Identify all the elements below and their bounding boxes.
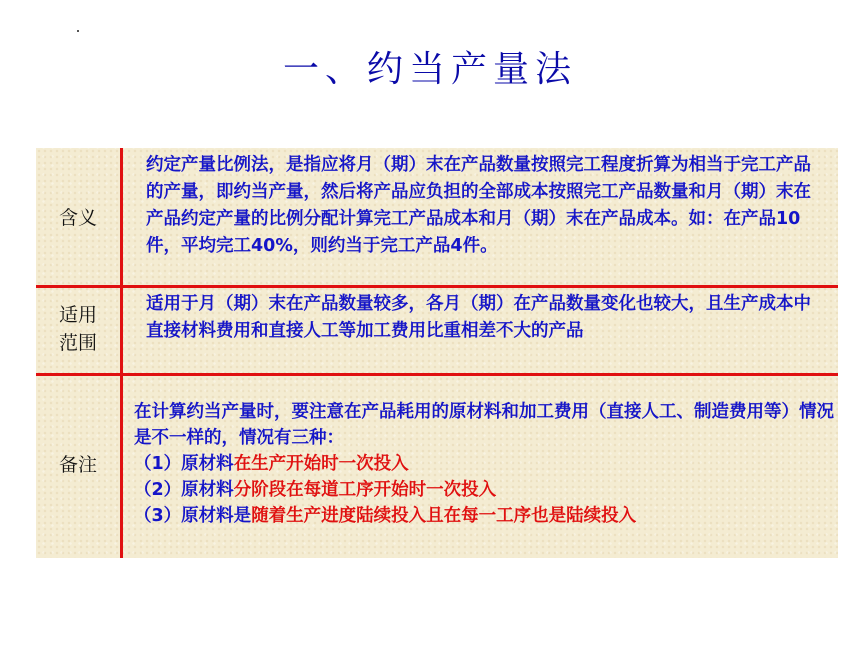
notes-item bbox=[134, 451, 834, 477]
notes-item bbox=[134, 503, 834, 529]
notes-item-prefix: （2）原材料 bbox=[134, 480, 234, 500]
page-title: 一、约当产量法 bbox=[282, 49, 577, 90]
method-table bbox=[36, 148, 838, 558]
row-divider-1 bbox=[36, 285, 838, 288]
row-divider-2 bbox=[36, 373, 838, 376]
notes-item-prefix: （1）原材料 bbox=[134, 454, 234, 474]
row-label-scope-line1: 适用 bbox=[58, 304, 97, 326]
decorative-dot bbox=[77, 30, 79, 32]
notes-item-highlight: 在生产开始时一次投入 bbox=[233, 454, 409, 474]
notes-content bbox=[134, 399, 834, 529]
notes-item-highlight: 分阶段在每道工序开始时一次投入 bbox=[233, 480, 497, 500]
row-label-scope bbox=[36, 301, 120, 357]
notes-intro: 在计算约当产量时，要注意在产品耗用的原材料和加工费用（直接人工、制造费用等）情况是不一样的，情况有三种： bbox=[134, 402, 834, 448]
notes-item-highlight: 随着生产进度陆续投入且在每一工序也是陆续投入 bbox=[251, 506, 637, 526]
row-label-scope-line2: 范围 bbox=[58, 332, 97, 354]
notes-item-prefix: （3）原材料是 bbox=[134, 506, 252, 526]
notes-item bbox=[134, 477, 834, 503]
meaning-text: 约定产量比例法，是指应将月（期）末在产品数量按照完工程度折算为相当于完工产品的产量，即约当产量，然后将产品应负担的全部成本按照完工产品数量和月（期）末在产品约定产量的比例分配计算完工产品成本和月（期）末在产品成本。如：在产品10件，平均完工40%，则约当于完工产品4件。 bbox=[146, 155, 811, 256]
scope-text: 适用于月（期）末在产品数量较多，各月（期）在产品数量变化也较大，且生产成本中直接材料费用和直接人工等加工费用比重相差不大的产品 bbox=[146, 294, 811, 341]
column-divider bbox=[120, 148, 123, 558]
row-label-notes: 备注 bbox=[58, 454, 97, 476]
row-label-meaning: 含义 bbox=[58, 207, 97, 229]
